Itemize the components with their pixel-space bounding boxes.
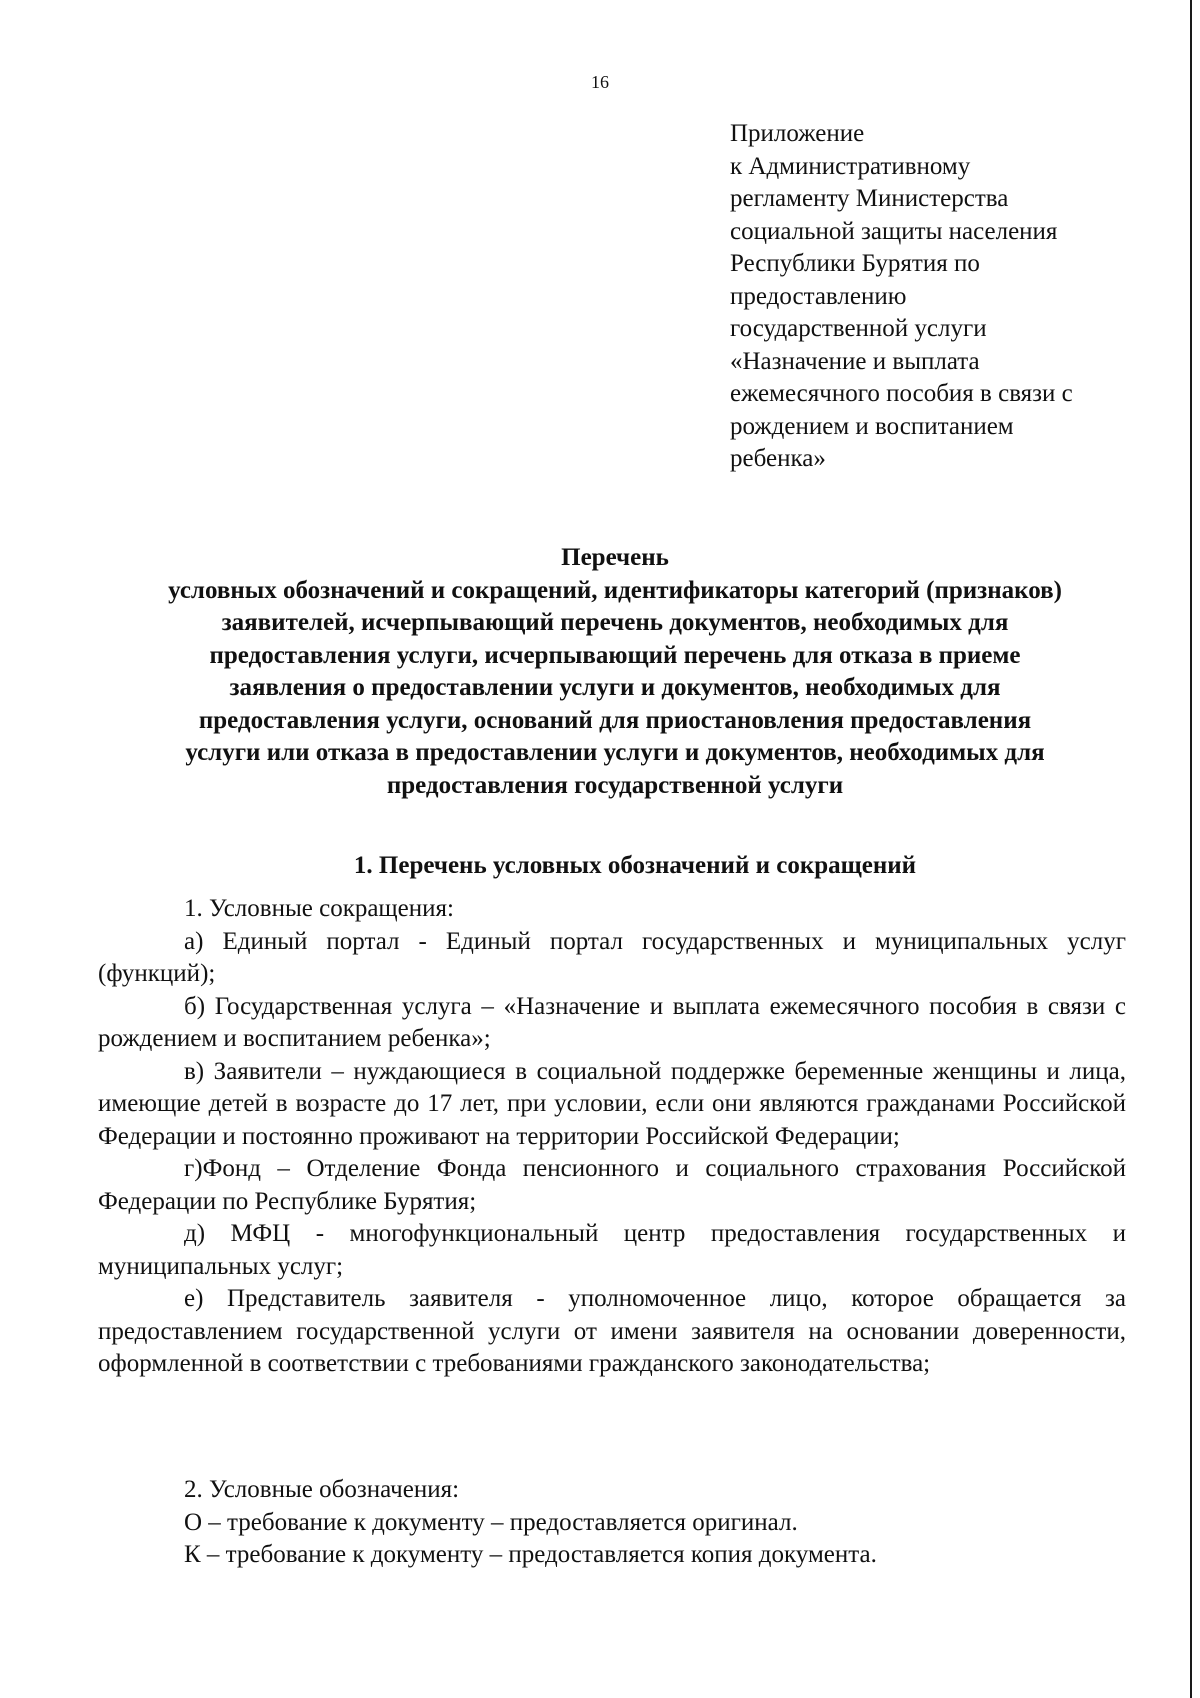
symbols-label: 2. Условные обозначения: xyxy=(184,1476,460,1503)
appendix-line: ребенка» xyxy=(730,445,826,472)
appendix-line: рождением и воспитанием xyxy=(730,412,1014,440)
appendix-line: предоставлению xyxy=(730,282,907,310)
abbreviation-item: е) Представитель заявителя - уполномоченное лицо, которое обращается за предоставлением государственной услуги от имени заявителя на основании доверенности, оформленной в соответствии с требованиями гражданского законодательства; xyxy=(98,1285,1126,1377)
abbreviation-item: а) Единый портал - Единый портал государственных и муниципальных услуг (функций); xyxy=(98,927,1126,987)
appendix-line: ежемесячного пособия в связи с xyxy=(730,380,1073,407)
title-line: предоставления услуги, исчерпывающий перечень для отказа в приеме xyxy=(209,641,1021,669)
appendix-line: регламенту Министерства xyxy=(730,185,1009,212)
appendix-line: Республики Бурятия по xyxy=(730,250,980,277)
title-line: заявления о предоставлении услуги и документов, необходимых для xyxy=(229,674,1001,701)
page-number: 16 xyxy=(591,72,609,92)
appendix-line: государственной услуги xyxy=(730,315,987,342)
symbol-item: К – требование к документу – предоставляется копия документа. xyxy=(184,1541,877,1568)
abbreviations-label: 1. Условные сокращения: xyxy=(184,895,454,922)
appendix-block xyxy=(730,118,1130,476)
abbreviation-item: в) Заявители – нуждающиеся в социальной поддержке беременные женщины и лица, имеющие детей в возрасте до 17 лет, при условии, если они являются гражданами Российской Федерации и постоянно проживают на территории Российской Федерации; xyxy=(98,1057,1126,1150)
appendix-line: к Административному xyxy=(730,152,971,180)
title-line: Перечень xyxy=(561,544,669,571)
document-title xyxy=(90,542,1140,802)
title-line: предоставления государственной услуги xyxy=(386,771,844,799)
abbreviation-item: б) Государственная услуга – «Назначение и выплата ежемесячного пособия в связи с рождением и воспитанием ребенка»; xyxy=(98,992,1126,1052)
appendix-line: «Назначение и выплата xyxy=(730,347,980,375)
title-line: услуги или отказа в предоставлении услуги и документов, необходимых для xyxy=(185,739,1045,766)
abbreviations-section xyxy=(98,893,1126,1381)
title-line: предоставления услуги, оснований для приостановления предоставления xyxy=(198,706,1032,734)
abbreviation-item: д) МФЦ - многофункциональный центр предоставления государственных и муниципальных услуг; xyxy=(98,1220,1126,1280)
title-line: условных обозначений и сокращений, идентификаторы категорий (признаков) xyxy=(168,576,1062,604)
appendix-line: Приложение xyxy=(730,120,865,147)
title-line: заявителей, исчерпывающий перечень документов, необходимых для xyxy=(221,609,1009,636)
abbreviation-item: г)Фонд – Отделение Фонда пенсионного и социального страхования Российской Федерации по Республике Бурятия; xyxy=(98,1155,1126,1215)
scan-page-edge xyxy=(1190,0,1192,1698)
appendix-line: социальной защиты населения xyxy=(730,217,1058,245)
section-heading: 1. Перечень условных обозначений и сокращений xyxy=(353,852,917,879)
symbol-item: О – требование к документу – предоставляется оригинал. xyxy=(184,1508,798,1536)
symbols-section xyxy=(98,1474,1126,1572)
